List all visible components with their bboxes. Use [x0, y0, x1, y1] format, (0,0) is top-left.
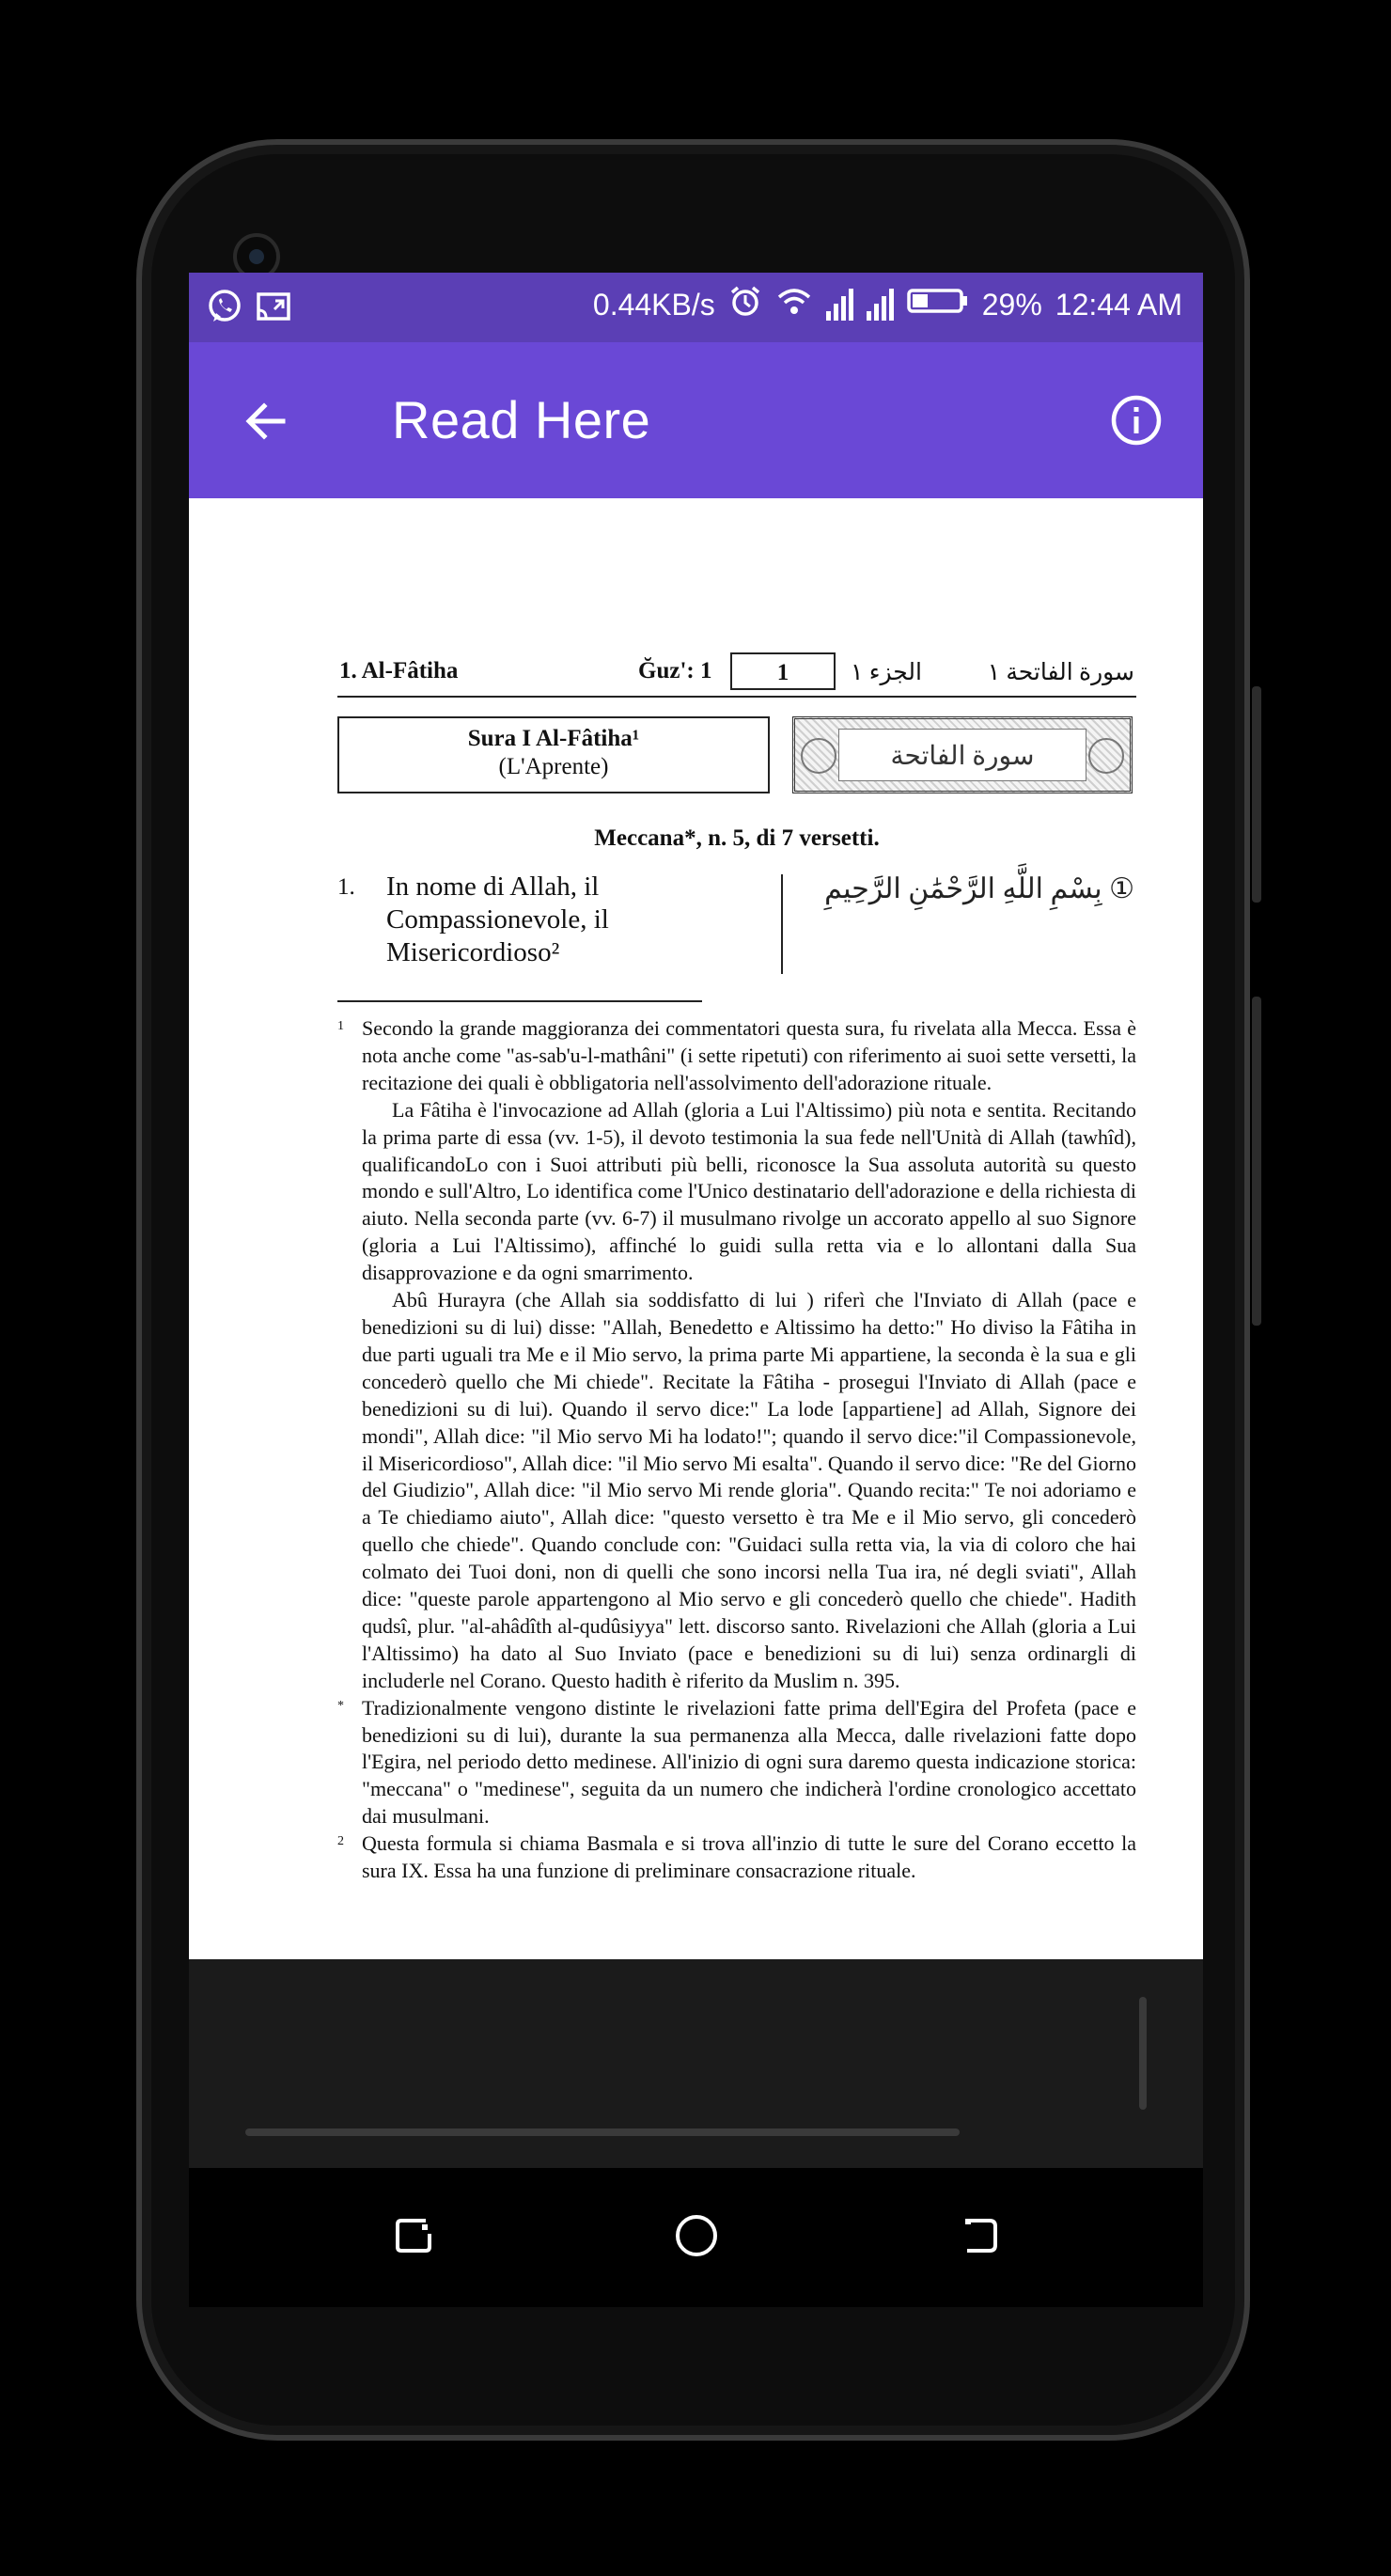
battery-icon	[907, 287, 969, 322]
sura-name: 1. Al-Fâtiha	[339, 658, 459, 683]
recent-apps-button[interactable]	[388, 2209, 441, 2262]
volume-button	[1252, 686, 1261, 903]
system-back-button[interactable]	[952, 2209, 1005, 2262]
arabic-sura: سورة الفاتحة ١	[987, 660, 1134, 685]
footnote	[337, 1015, 1136, 1695]
footnote-paragraph: La Fâtiha è l'invocazione ad Allah (gloria a Lui l'Altissimo) più nota e sentita. Recitando la prima parte di essa (vv. 1-5), il devoto testimonia la sua fede nell'Unità di Allah (tawhîd), qualificandoLo con i Suoi attributi più belli, riconosce la Sua assoluta autorità su questo mondo e sull'Altro, Lo identifica come l'Unico destinatario dell'adorazione e della richiesta di aiuto. Nella seconda parte (vv. 6-7) il musulmano rivolge un accorato appello al suo Signore (gloria a Lui l'Altissimo), affinché lo guidi sulla retta via e lo allontani dalla Sua disapprovazione e da ogni smarrimento.	[362, 1097, 1136, 1285]
horizontal-scrollbar[interactable]	[245, 2128, 960, 2136]
guz-label: Ğuz': 1	[638, 658, 712, 683]
sura-title-box	[337, 716, 770, 793]
home-button[interactable]	[670, 2209, 723, 2262]
recent-apps-icon	[388, 2209, 441, 2262]
juz-number: 1	[730, 652, 836, 690]
battery-percent: 29%	[981, 287, 1042, 322]
back-icon	[952, 2209, 1005, 2262]
app-bar	[189, 342, 1203, 498]
page-header	[337, 649, 1136, 698]
footnote-marker: 2	[337, 1834, 344, 1849]
arabic-verse: بِسْمِ اللَّهِ الرَّحْمَٰنِ الرَّحِيمِ ①	[824, 873, 1134, 904]
footnotes	[337, 1015, 1136, 1885]
whatsapp-icon	[206, 288, 243, 325]
info-button[interactable]	[1109, 393, 1164, 448]
screen-cast-icon	[255, 288, 292, 325]
footnote-paragraph: Abû Hurayra (che Allah sia soddisfatto di lui ) riferì che l'Inviato di Allah (pace e benedizioni su di lui) disse: "Allah, Benedetto e Altissimo ha detto:" Ho diviso la Fâtiha in due parti uguali tra Me e il Mio servo, la prima parte Mi appartiene, la seconda è la sua e gli concederò quello che Mi chiede". Recitate la Fâtiha - prosegui l'Inviato di Allah (pace e benedizioni su di lui). Quando il servo dice:" La lode [appartiene] ad Allah, Signore dei mondi", Allah dice: "il Mio servo Mi ha lodato!"; quando il servo dice:"il Compassionevole, il Misericordioso", Allah dice: "il Mio servo Mi esalta". Quando il servo dice: "Re del Giorno del Giudizio", Allah dice: "il Mio servo Mi rende gloria". Quando recita:" Te noi adoriamo e a Te chiediamo aiuto", Allah dice: "questo versetto è tra Me e il Mio servo, gli concederò quello che chiede". Quando conclude con: "Guidaci sulla retta via, la via di coloro che hai colmato dei Tuoi doni, non di quelli che sono incorsi nella Tua ira, né degli sviati", Allah dice: "queste parole appartengono al Mio servo e gli concederò quello che chiede". Hadith qudsî, plur. "al-ahâdîth al-qudûsiyya" lett. discorso santo. Rivelazioni che Allah (gloria a Lui l'Altissimo) ha dato al Suo Inviato (pace e benedizioni su di lui) senza ordinargli di includerle nel Corano. Questo hadith è riferito da Muslim n. 395.	[362, 1288, 1136, 1692]
footnote-paragraph: Tradizionalmente vengono distinte le rivelazioni fatte prima dell'Egira del Profeta (pace e benedizioni su di lui), durante la sua permanenza alla Mecca, dalle rivelazioni fatte dopo l'Egira, nel periodo detto medinese. All'inizio di ogni sura daremo questa indicazione storica: "meccana" o "medinese", seguita da un numero che indicherà l'ordine cronologico accettato dai musulmani.	[362, 1695, 1136, 1829]
signal-icon	[867, 289, 894, 321]
wifi-icon	[775, 284, 813, 325]
back-button[interactable]	[236, 391, 296, 451]
pdf-viewer[interactable]	[189, 498, 1203, 1959]
status-bar	[189, 273, 1203, 342]
info-icon	[1109, 393, 1164, 448]
ornament-icon	[1088, 738, 1124, 774]
home-icon	[670, 2209, 723, 2262]
clock: 12:44 AM	[1055, 287, 1182, 322]
column-divider	[781, 874, 783, 974]
navigation-bar	[189, 2168, 1203, 2307]
calligraphy-text: سورة الفاتحة	[838, 729, 1086, 781]
ornament-icon	[801, 738, 836, 774]
footnote-marker: 1	[337, 1019, 344, 1033]
alarm-icon	[728, 284, 762, 325]
footnote	[337, 1695, 1136, 1831]
net-speed: 0.44KB/s	[592, 287, 715, 322]
calligraphy-frame	[792, 716, 1133, 793]
signal-icon	[826, 289, 853, 321]
page-title: Read Here	[392, 390, 651, 449]
footnote-paragraph: Secondo la grande maggioranza dei commentatori questa sura, fu rivelata alla Mecca. Essa è nota anche come "as-sab'u-l-mathâni" (i sette ripetuti) con riferimento ai suoi sette versetti, la recitazione dei quali è obbligatoria nell'assolvimento dell'adorazione rituale.	[362, 1016, 1136, 1094]
vertical-scrollbar[interactable]	[1139, 1997, 1147, 2110]
verse-text: In nome di Allah, il Compassionevole, il Misericordioso²	[386, 872, 609, 967]
screen	[189, 273, 1203, 2168]
power-button	[1252, 997, 1261, 1326]
scanned-page	[337, 649, 1136, 1883]
sura-subtitle: (L'Aprente)	[498, 754, 609, 779]
footnote-paragraph: Questa formula si chiama Basmala e si trova all'inzio di tutte le sure del Corano eccetto la sura IX. Essa ha una funzione di preliminare consacrazione rituale.	[362, 1831, 1136, 1883]
sura-title: Sura I Al-Fâtiha¹	[467, 726, 640, 751]
footnote	[337, 1830, 1136, 1885]
arrow-left-icon	[236, 391, 296, 451]
footnote-marker: *	[337, 1698, 344, 1713]
revelation-info: Meccana*, n. 5, di 7 versetti.	[594, 825, 880, 851]
verse-number: 1.	[337, 874, 355, 900]
arabic-juz: الجزء ١	[851, 660, 922, 685]
viewer-background	[189, 1959, 1203, 2168]
footnote-rule	[337, 1000, 702, 1002]
